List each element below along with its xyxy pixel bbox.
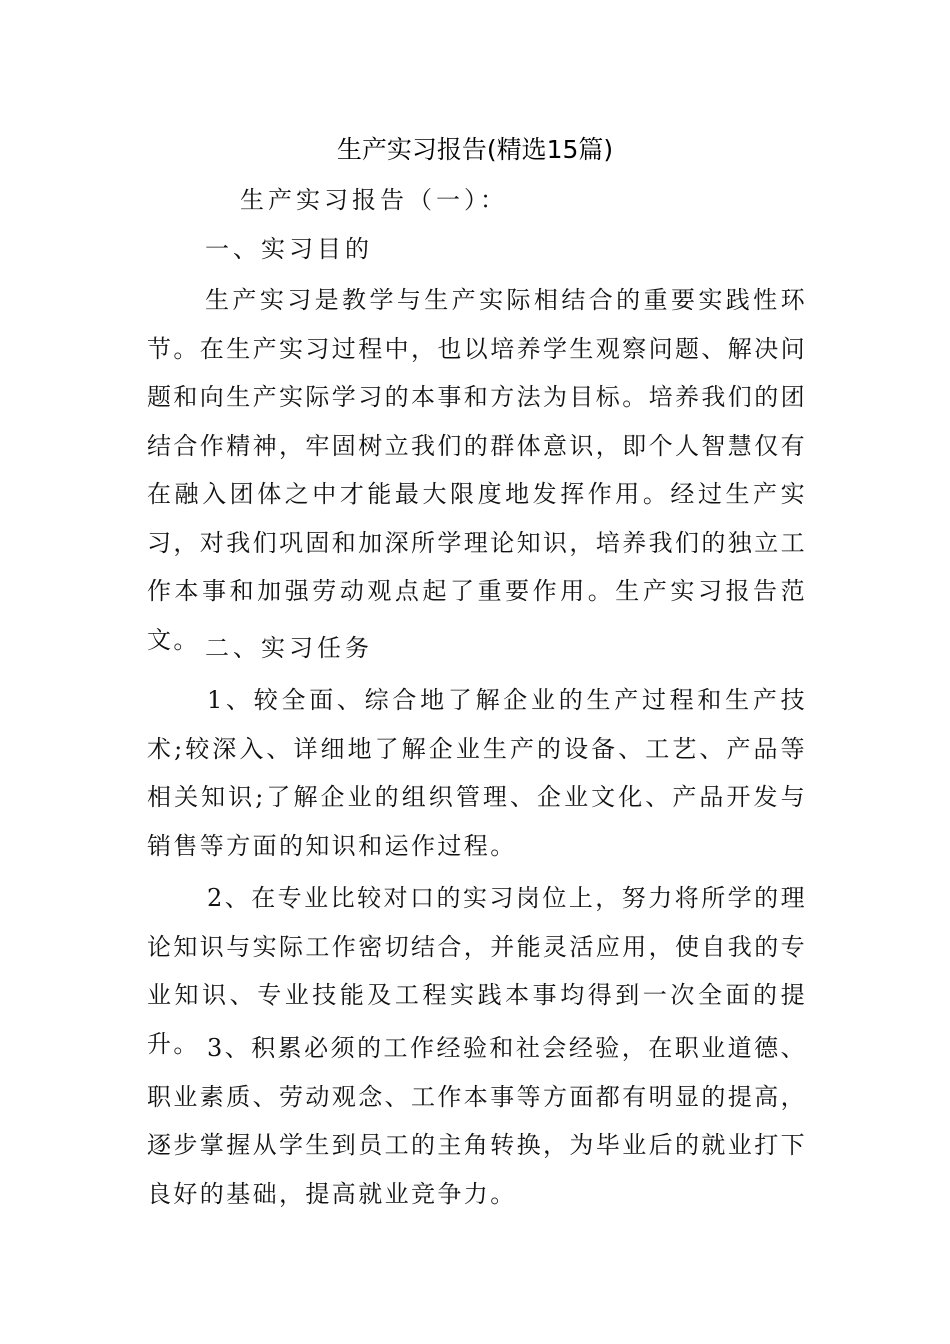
task-item-2: 2、在专业比较对口的实习岗位上，努力将所学的理论知识与实际工作密切结合，并能灵活应用，使自我的专业知识、专业技能及工程实践本事均得到一次全面的提升。 [147,884,807,1058]
task-item-3: 3、积累必须的工作经验和社会经验，在职业道德、职业素质、劳动观念、工作本事等方面都有明显的提高，逐步掌握从学生到员工的主角转换，为毕业后的就业打下良好的基础，提高就业竞争力。 [147,1034,807,1208]
task-item-1: 1、较全面、综合地了解企业的生产过程和生产技术;较深入、详细地了解企业生产的设备、工艺、产品等相关知识;了解企业的组织管理、企业文化、产品开发与销售等方面的知识和运作过程。 [147,686,807,860]
purpose-paragraph: 生产实习是教学与生产实际相结合的重要实践性环节。在生产实习过程中，也以培养学生观察问题、解决问题和向生产实际学习的本事和方法为目标。培养我们的团结合作精神，牢固树立我们的群体意识，即个人智慧仅有在融入团体之中才能最大限度地发挥作用。经过生产实习，对我们巩固和加深所学理论知识，培养我们的独立工作本事和加强劳动观点起了重要作用。生产实习报告范文。 [147,286,807,654]
section-heading-tasks: 二、实习任务 [205,634,373,662]
section-heading-purpose: 一、实习目的 [205,235,373,263]
document-title: 生产实习报告(精选15篇) [336,135,614,164]
report-heading: 生产实习报告（一）： [240,186,508,214]
